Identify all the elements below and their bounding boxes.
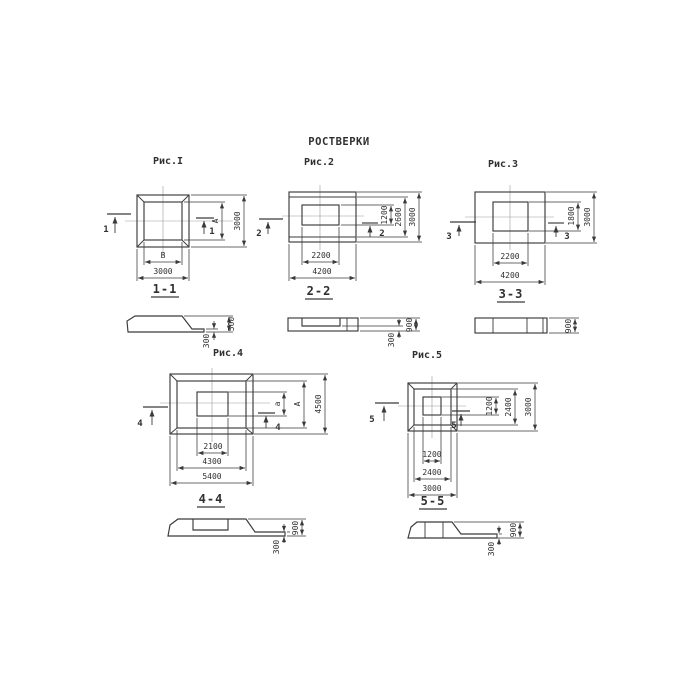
fig4-cut-number: 4 [275, 423, 281, 433]
fig2-dim-v1 [341, 205, 394, 225]
fig2-dim-inner-width-text: 2200 [311, 251, 331, 260]
fig2-section-dim-edge: 300 [387, 332, 396, 348]
fig4 [137, 348, 328, 554]
fig3-section-view [475, 318, 579, 333]
fig3-section-dim-total: 900 [564, 318, 573, 334]
fig5-cut-mark-left [369, 403, 399, 425]
fig1-section-view [127, 316, 236, 348]
fig5-section-view [408, 522, 524, 556]
fig4-section-label [197, 492, 225, 507]
fig5-dim-w3 [408, 433, 457, 498]
fig1-section-dim-total: 500 [227, 316, 236, 332]
fig2-dim-outer-width [289, 244, 356, 281]
fig3-cut-mark-left [446, 222, 476, 242]
fig2-dim-inner-width [302, 227, 339, 265]
fig5-section-label [419, 494, 447, 509]
fig5-dim-w1-text: 1200 [422, 450, 442, 459]
fig3 [446, 159, 597, 333]
fig3-dim-inner-width-text: 2200 [500, 252, 520, 261]
fig2-section-title: 2-2 [306, 284, 332, 298]
fig5-dim-w3-text: 3000 [422, 484, 442, 493]
fig5-section-title: 5-5 [420, 494, 446, 508]
fig3-label: Рис.3 [487, 159, 519, 170]
fig2-cut-number: 2 [379, 229, 385, 239]
fig2-cut-number: 2 [256, 229, 262, 239]
fig5 [369, 350, 538, 556]
fig5-dim-h3-text: 3000 [524, 397, 533, 417]
fig3-cut-number: 3 [564, 232, 570, 242]
fig3-plan [465, 185, 554, 250]
fig2-label: Рис.2 [303, 157, 335, 168]
fig4-cut-number: 4 [137, 419, 143, 429]
fig3-dim-v1-text: 1800 [567, 206, 576, 226]
fig5-cut-number: 5 [451, 421, 457, 431]
fig2-cut-mark-left [256, 219, 283, 239]
fig5-cut-number: 5 [369, 415, 375, 425]
fig1-cut-number: 1 [209, 227, 215, 237]
fig2-section-label [305, 284, 333, 299]
fig4-dim-w1-text: 2100 [203, 442, 223, 451]
fig2-dim-v1-text: 1200 [380, 205, 389, 225]
fig4-section-view [168, 519, 306, 554]
fig5-cut-mark-right [451, 411, 470, 431]
fig4-dim-w1 [197, 418, 228, 456]
fig2 [256, 157, 422, 347]
fig2-dim-v3-text: 3000 [408, 207, 417, 227]
fig2-dim-v2-text: 2600 [394, 207, 403, 227]
fig3-dim-outer-width-text: 4200 [500, 271, 520, 280]
fig3-section-label [497, 287, 525, 302]
fig3-dim-outer-width [475, 245, 545, 285]
fig1 [103, 156, 247, 348]
fig4-label: Рис.4 [212, 348, 244, 359]
fig4-dim-h3-text: 4500 [314, 394, 323, 414]
fig1-dim-inner-height: A [211, 218, 220, 224]
fig1-label: Рис.I [152, 156, 184, 167]
fig4-dim-h2-text: A [293, 401, 302, 407]
fig1-dim-outer-width-text: 3000 [153, 267, 173, 276]
fig1-section-title: 1-1 [152, 282, 178, 296]
fig3-cut-number: 3 [446, 232, 452, 242]
fig5-dim-h3 [458, 383, 538, 431]
fig4-plan [160, 368, 270, 442]
fig2-plan [282, 185, 364, 250]
fig5-section-dim-edge: 300 [487, 541, 496, 557]
fig4-dim-h3 [254, 374, 328, 434]
fig2-dim-v3 [357, 192, 422, 242]
fig1-cut-mark-left [103, 214, 131, 235]
fig1-cut-number: 1 [103, 225, 109, 235]
fig5-label: Рис.5 [411, 350, 443, 361]
fig1-dim-inner-width: B [160, 251, 166, 260]
fig5-dim-h2-text: 2400 [504, 397, 513, 417]
fig3-dim-inner-width [493, 233, 528, 266]
fig4-section-dim-edge: 300 [272, 539, 281, 555]
fig3-section-title: 3-3 [498, 287, 524, 301]
fig4-dim-w3-text: 5400 [202, 472, 222, 481]
fig3-dim-v1 [529, 202, 581, 231]
fig4-dim-w2-text: 4300 [202, 457, 222, 466]
fig4-section-dim-total: 900 [291, 520, 300, 536]
fig5-dim-h1-text: 1200 [485, 396, 494, 416]
fig1-section-label [151, 282, 179, 297]
fig2-section-view [288, 318, 420, 348]
fig1-section-dim-edge: 300 [202, 333, 211, 349]
fig3-dim-v2-text: 3000 [583, 207, 592, 227]
fig4-section-title: 4-4 [198, 492, 224, 506]
fig2-section-dim-total: 900 [405, 317, 414, 333]
fig5-dim-w2-text: 2400 [422, 468, 442, 477]
fig4-dim-h1 [229, 392, 287, 416]
fig4-dim-h1-text: a [273, 401, 282, 407]
fig5-section-dim-total: 900 [509, 522, 518, 538]
fig4-cut-mark-left [137, 407, 168, 429]
fig1-dim-outer-height-text: 3000 [233, 211, 242, 231]
fig2-dim-outer-width-text: 4200 [312, 267, 332, 276]
drawing-title: РОСТВЕРКИ [308, 136, 370, 148]
